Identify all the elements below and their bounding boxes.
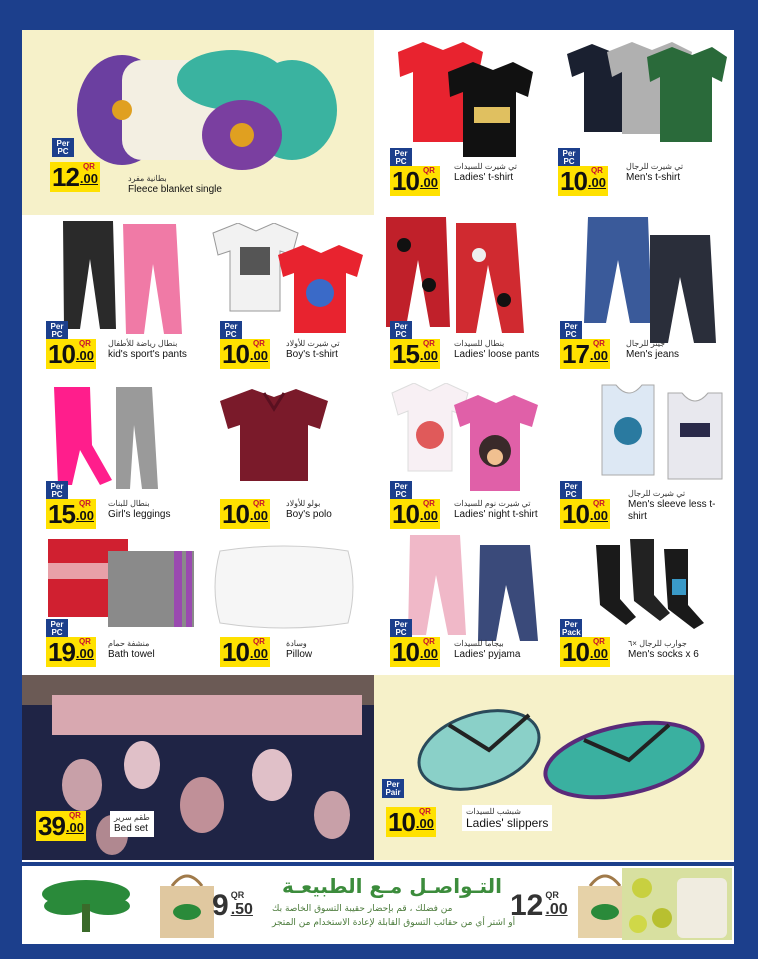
price-cents: .00: [75, 348, 94, 363]
price-cents: .00: [589, 646, 608, 661]
product-card[interactable]: [554, 30, 734, 215]
price-cents: .00: [589, 508, 608, 523]
product-card[interactable]: [22, 535, 200, 675]
footer-line-2: أو اشتر أي من حقائب التسوق القابلة لإعادة الاستخدام من المتجر: [272, 918, 516, 928]
footer-line-1: من فضلك ، قم بإحضار حقيبة التسوق الخاصة بك: [272, 904, 453, 914]
price-cents: .00: [249, 508, 268, 523]
currency-label: QR: [252, 339, 265, 348]
price-cents: .00: [249, 646, 268, 661]
currency-label: QR: [78, 339, 91, 348]
product-name: جوارب للرجال ×٦ Men's socks x 6: [628, 639, 699, 660]
tree-icon: [36, 874, 136, 934]
product-name: بنطال رياضة للأطفال kid's sport's pants: [108, 339, 187, 360]
price-main: 10: [562, 499, 589, 529]
price-cents: .00: [419, 348, 438, 363]
price-tag: [390, 339, 440, 369]
currency-label: QR: [82, 162, 95, 171]
product-card[interactable]: [22, 675, 374, 860]
mens-sleeveless-tshirt-image: [594, 383, 734, 483]
pillow-image: [214, 545, 354, 630]
price-main: 12: [52, 162, 79, 192]
ladies-tshirt-image: [388, 42, 538, 157]
bag-price-left: [212, 890, 253, 922]
currency-label: QR: [78, 499, 91, 508]
unit-badge: Per PC: [52, 138, 74, 157]
product-card[interactable]: [554, 215, 734, 375]
currency-label: QR: [590, 166, 603, 175]
unit-badge: Per PC: [390, 619, 412, 638]
product-name: جينز للرجال Men's jeans: [626, 339, 680, 360]
price-cents: .00: [419, 646, 438, 661]
price-main: 10: [222, 499, 249, 529]
product-card[interactable]: [374, 215, 554, 375]
currency-label: QR: [252, 637, 265, 646]
price-main: 19: [48, 637, 75, 667]
fleece-blanket-image: [62, 40, 362, 170]
price-tag: [390, 637, 440, 667]
price-tag: [390, 166, 440, 196]
currency-label: QR: [545, 890, 559, 900]
price-cents: .00: [419, 175, 438, 190]
unit-badge: Per PC: [390, 148, 412, 167]
price-tag: [220, 499, 270, 529]
boys-polo-image: [214, 389, 334, 484]
product-name: تي شيرت للأولاد Boy's t-shirt: [286, 339, 340, 360]
bag-price-right: [510, 890, 568, 922]
footer-title: التـواصـل مـع الطبيعـة: [282, 874, 503, 898]
currency-label: QR: [418, 807, 431, 816]
price-tag: [36, 811, 86, 841]
price-main: 10: [48, 339, 75, 369]
price-tag: [46, 499, 96, 529]
unit-badge: Per Pair: [382, 779, 404, 798]
price-cents: .00: [415, 816, 434, 831]
kids-sports-pants-image: [58, 219, 188, 339]
mens-jeans-image: [578, 215, 728, 345]
product-card[interactable]: [22, 375, 200, 535]
product-name: منشفة حمام Bath towel: [108, 639, 155, 660]
unit-badge: Per PC: [390, 321, 412, 340]
product-name: بولو للأولاد Boy's polo: [286, 499, 332, 520]
ladies-night-tshirt-image: [388, 383, 548, 493]
unit-badge: Per PC: [560, 481, 582, 500]
unit-badge: Per PC: [560, 321, 582, 340]
price-tag: [390, 499, 440, 529]
unit-badge: Per PC: [558, 148, 580, 167]
currency-label: QR: [422, 166, 435, 175]
currency-label: QR: [78, 637, 91, 646]
product-name: وسادة Pillow: [286, 639, 313, 660]
price-cents: .00: [587, 175, 606, 190]
price-tag: [560, 637, 610, 667]
currency-label: QR: [422, 339, 435, 348]
mens-tshirt-image: [562, 42, 727, 152]
price-cents: .00: [545, 901, 568, 918]
price-main: 39: [38, 811, 65, 841]
product-name: تي شيرت نوم للسيدات Ladies' night t-shirt: [454, 499, 538, 520]
product-name: تي شيرت للرجال Men's t-shirt: [626, 162, 684, 183]
product-card[interactable]: [374, 375, 554, 535]
price-main: 12: [510, 889, 544, 922]
price-main: 10: [392, 637, 419, 667]
price-tag: [46, 339, 96, 369]
product-card[interactable]: [374, 535, 554, 675]
mens-socks-image: [590, 539, 710, 629]
price-main: 10: [562, 637, 589, 667]
price-cents: .00: [65, 820, 84, 835]
price-main: 17: [562, 339, 589, 369]
boys-tshirt-image: [208, 223, 368, 333]
price-main: 10: [388, 807, 415, 837]
currency-label: QR: [592, 339, 605, 348]
product-card[interactable]: [374, 30, 554, 215]
product-name: بنطال للبنات Girl's leggings: [108, 499, 171, 520]
product-card[interactable]: [554, 375, 734, 535]
unit-badge: Per PC: [220, 321, 242, 340]
bath-towel-image: [48, 539, 198, 629]
price-tag: [220, 339, 270, 369]
currency-label: QR: [592, 499, 605, 508]
price-cents: .00: [75, 508, 94, 523]
price-tag: [558, 166, 608, 196]
price-main: 10: [560, 166, 587, 196]
price-cents: .00: [419, 508, 438, 523]
product-name: تي شيرت للرجال Men's sleeve less t-shirt: [628, 489, 716, 522]
price-cents: .00: [249, 348, 268, 363]
product-card[interactable]: [22, 215, 200, 375]
currency-label: QR: [68, 811, 81, 820]
product-name: طقم سرير Bed set: [110, 811, 154, 837]
unit-badge: Per PC: [46, 481, 68, 500]
currency-label: QR: [422, 637, 435, 646]
price-main: 10: [222, 637, 249, 667]
product-card[interactable]: [22, 30, 374, 215]
product-card[interactable]: [554, 535, 734, 675]
price-cents: .00: [75, 646, 94, 661]
price-main: 10: [392, 166, 419, 196]
product-name: بيجاما للسيدات Ladies' pyjama: [454, 639, 521, 660]
girls-leggings-image: [50, 385, 170, 490]
produce-bag-icon: [622, 868, 732, 940]
product-card[interactable]: [200, 535, 374, 675]
price-main: 15: [392, 339, 419, 369]
unit-badge: Per PC: [46, 321, 68, 340]
price-main: 9: [212, 889, 229, 922]
product-card[interactable]: [374, 675, 734, 860]
price-main: 15: [48, 499, 75, 529]
price-tag: [386, 807, 436, 837]
product-card[interactable]: [200, 215, 374, 375]
price-tag: [220, 637, 270, 667]
product-name: شبشب للسيدات Ladies' slippers: [462, 805, 552, 831]
price-tag: [46, 637, 96, 667]
eco-bag-footer: [22, 862, 734, 944]
unit-badge: Per PC: [46, 619, 68, 638]
price-tag: [560, 499, 610, 529]
product-name: بنطال للسيدات Ladies' loose pants: [454, 339, 540, 360]
price-main: 10: [222, 339, 249, 369]
price-main: 10: [392, 499, 419, 529]
unit-badge: Per PC: [390, 481, 412, 500]
price-cents: .00: [589, 348, 608, 363]
currency-label: QR: [422, 499, 435, 508]
product-name: بطانية مفرد Fleece blanket single: [128, 174, 222, 195]
currency-label: QR: [230, 890, 245, 900]
price-tag: [560, 339, 610, 369]
currency-label: QR: [592, 637, 605, 646]
flyer-page: [22, 30, 734, 940]
product-card[interactable]: [200, 375, 374, 535]
ladies-loose-pants-image: [384, 215, 549, 335]
price-cents: .00: [79, 171, 98, 186]
price-tag: [50, 162, 100, 192]
currency-label: QR: [252, 499, 265, 508]
ladies-pyjama-image: [404, 535, 544, 643]
ladies-slippers-image: [404, 695, 714, 805]
price-cents: .50: [230, 901, 253, 918]
product-name: تي شيرت للسيدات Ladies' t-shirt: [454, 162, 517, 183]
unit-badge: Per Pack: [562, 620, 581, 637]
